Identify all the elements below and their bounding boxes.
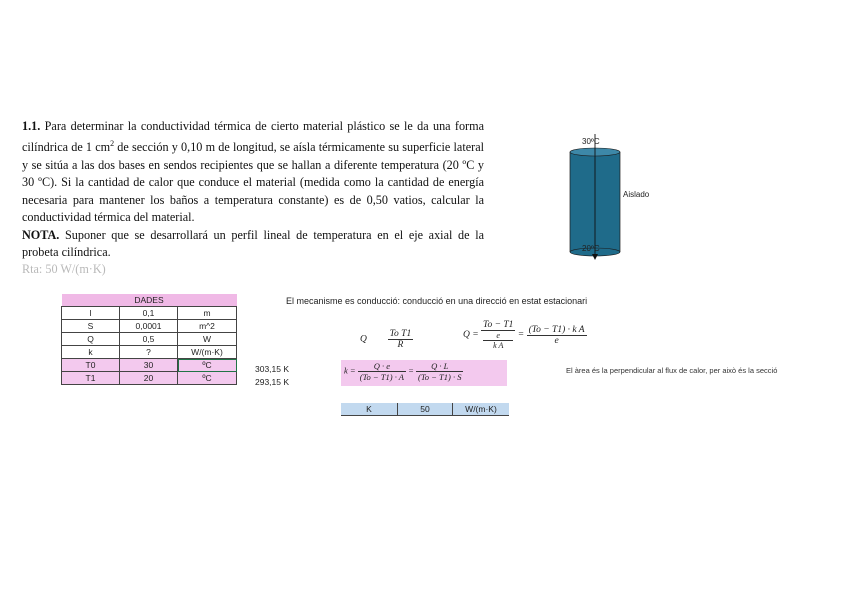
- result-value[interactable]: 50: [398, 403, 453, 416]
- equation-q-over-r: [360, 329, 413, 350]
- table-cell[interactable]: 0,1: [120, 307, 178, 320]
- result-unit[interactable]: W/(m·K): [453, 403, 510, 416]
- fraction: [388, 329, 414, 350]
- table-row: [62, 307, 237, 320]
- problem-text-1: Para determinar la conductividad térmica de cierto material plástico se le da una forma cilíndrica de 1 cm: [22, 119, 485, 155]
- area-note: El àrea és la perpendicular al flux de calor, per això és la secció: [566, 366, 778, 375]
- table-cell[interactable]: k: [62, 346, 120, 359]
- sub-numerator: e: [483, 331, 513, 341]
- fraction-denominator: R: [397, 340, 404, 350]
- fraction-denominator: e: [554, 335, 559, 346]
- result-label[interactable]: K: [341, 403, 398, 416]
- table-cell[interactable]: T1: [62, 372, 120, 385]
- table-cell[interactable]: ºC: [178, 372, 237, 385]
- table-cell[interactable]: W: [178, 333, 237, 346]
- problem-paragraph: [22, 118, 484, 227]
- problem-text-2: de sección y 0,10 m de longitud, se aísla térmicamente su superficie lateral y se sitúa a las dos bases en sendos recipientes que se hallan a diferente temperatura (20 ºC y 30 ºC). Si la cantidad de calor que conduce el material (medida como la cantidad de energía necesaria para mantener los baños a temperatura constante) es de 0,50 vatios, calcular la conductividad térmica del material.: [22, 140, 484, 225]
- problem-number: 1.1.: [22, 119, 41, 133]
- table-row: [62, 320, 237, 333]
- fraction-denominator: (To − T1) · S: [418, 372, 462, 382]
- bottom-temperature: 20ºC: [582, 244, 600, 253]
- result-table: [341, 403, 509, 416]
- table-cell[interactable]: 0,0001: [120, 320, 178, 333]
- eq-q-label: Q: [360, 334, 367, 345]
- selected-cell[interactable]: ºC: [178, 359, 237, 372]
- table-cell[interactable]: W/(m·K): [178, 346, 237, 359]
- answer-text: Rta: 50 W/(m·K): [22, 262, 106, 277]
- note-paragraph: [22, 227, 484, 262]
- fraction: [527, 325, 587, 346]
- fraction: [416, 361, 463, 382]
- table-cell[interactable]: Q: [62, 333, 120, 346]
- table-cell[interactable]: 30: [120, 359, 178, 372]
- equation-fourier: [463, 320, 587, 350]
- table-cell[interactable]: S: [62, 320, 120, 333]
- fraction: [481, 320, 515, 350]
- table-cell[interactable]: 0,5: [120, 333, 178, 346]
- arrow-head-icon: [592, 254, 598, 260]
- eq-equals: =: [408, 365, 414, 376]
- table-cell[interactable]: m: [178, 307, 237, 320]
- result-row: [341, 403, 509, 416]
- table-cell[interactable]: 20: [120, 372, 178, 385]
- table-row: [62, 372, 237, 385]
- fraction-numerator: To − T1: [483, 320, 514, 330]
- fraction-numerator: Q · e: [358, 361, 406, 372]
- data-table: [61, 294, 237, 385]
- eq-q-label-2: Q =: [463, 330, 479, 341]
- fraction-numerator: To T1: [389, 329, 412, 339]
- mechanism-text: El mecanisme es conducció: conducció en una direcció en estat estacionari: [286, 296, 588, 306]
- top-temperature: 30ºC: [582, 137, 600, 146]
- problem-statement: [22, 118, 484, 279]
- table-cell[interactable]: T0: [62, 359, 120, 372]
- table-header-row: [62, 294, 237, 307]
- fraction-denominator: [481, 331, 515, 350]
- table-cell[interactable]: l: [62, 307, 120, 320]
- eq-k-label: k =: [344, 365, 356, 376]
- superscript: 2: [110, 139, 115, 149]
- fraction-numerator: (To − T1) · k A: [528, 324, 585, 335]
- table-title[interactable]: DADES: [62, 294, 237, 307]
- kelvin-t0[interactable]: 303,15 K: [255, 364, 290, 374]
- kelvin-t1[interactable]: 293,15 K: [255, 377, 290, 387]
- eq-equals: =: [517, 330, 525, 341]
- note-label: NOTA.: [22, 227, 60, 242]
- cylinder-diagram: [560, 128, 680, 268]
- sub-denominator: k A: [493, 341, 504, 350]
- equation-k: [344, 361, 463, 382]
- fraction-denominator: (To − T1) · A: [359, 372, 405, 382]
- table-cell[interactable]: m^2: [178, 320, 237, 333]
- insulation-label: Aislado: [623, 190, 650, 199]
- table-row: [62, 333, 237, 346]
- fraction-numerator: Q · L: [416, 361, 463, 372]
- fraction: [358, 361, 406, 382]
- table-cell[interactable]: ?: [120, 346, 178, 359]
- note-text: Suponer que se desarrollará un perfil lineal de temperatura en el eje axial de la probeta cilíndrica.: [22, 227, 484, 259]
- table-row: [62, 359, 237, 372]
- table-row: [62, 346, 237, 359]
